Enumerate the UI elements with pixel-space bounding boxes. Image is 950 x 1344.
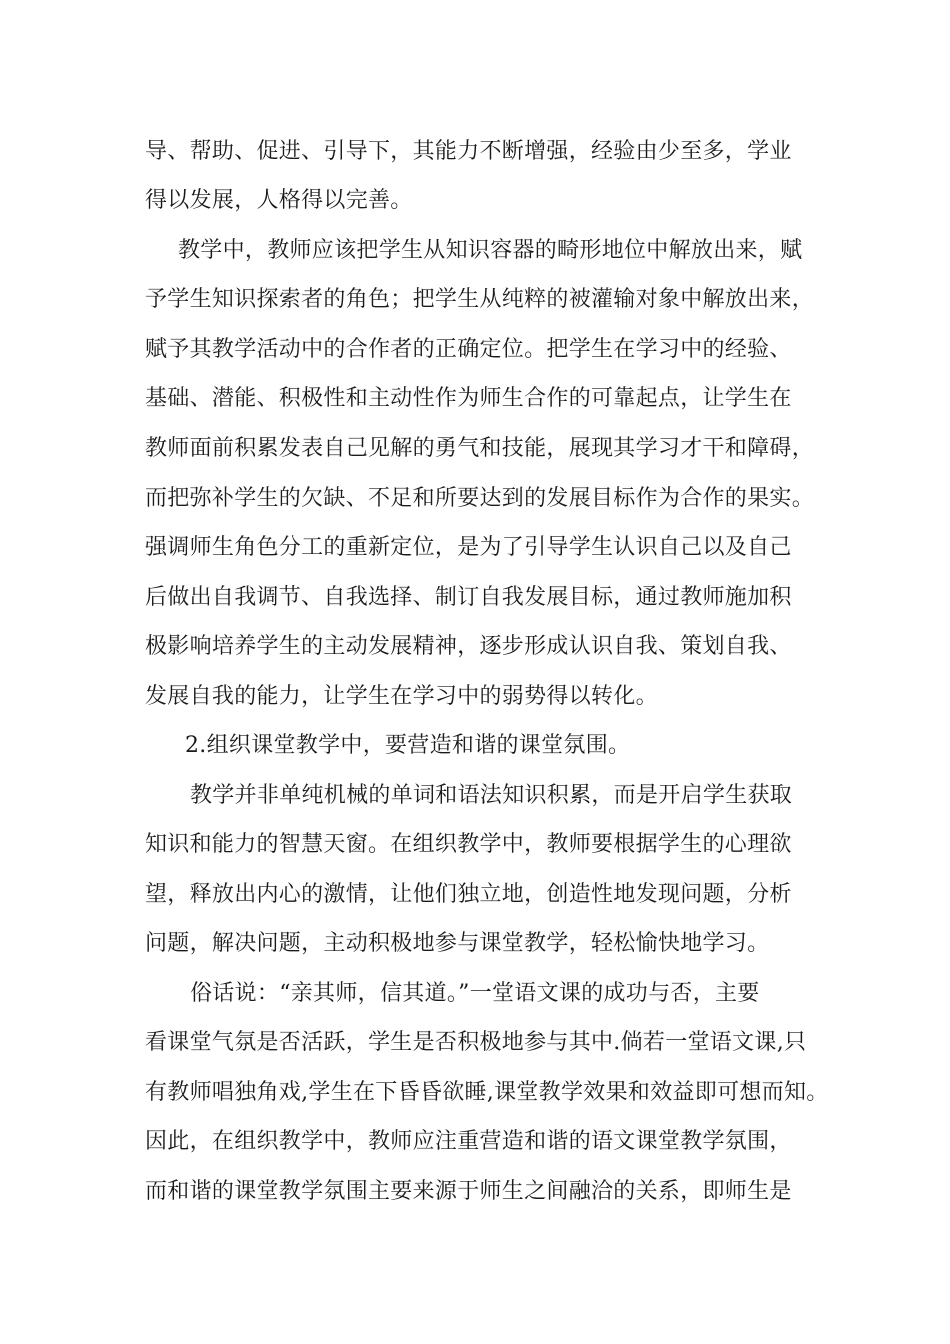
text-line: 得以发展，人格得以完善。 — [145, 188, 413, 213]
text-line: 知识和能力的智慧天窗。在组织教学中，教师要根据学生的心理欲 — [145, 832, 792, 857]
text-line: 赋予其教学活动中的合作者的正确定位。把学生在学习中的经验、 — [145, 337, 792, 362]
text-line: 看课堂气氛是否活跃，学生是否积极地参与其中.倘若一堂语文课,只 — [145, 1030, 807, 1055]
paragraph-start-line: 俗话说：“亲其师，信其道。”一堂语文课的成功与否，主要 — [190, 981, 760, 1006]
paragraph-start-line: 教学并非单纯机械的单词和语法知识积累，而是开启学生获取 — [190, 783, 793, 808]
text-line: 望，释放出内心的激情，让他们独立地，创造性地发现问题，分析 — [145, 882, 792, 907]
text-line: 强调师生角色分工的重新定位，是为了引导学生认识自己以及自己 — [145, 535, 792, 560]
text-line: 后做出自我调节、自我选择、制订自我发展目标，通过教师施加积 — [145, 585, 792, 610]
text-line: 有教师唱独角戏,学生在下昏昏欲睡,课堂教学效果和效益即可想而知。 — [145, 1080, 829, 1105]
text-line: 教师面前积累发表自己见解的勇气和技能，展现其学习才干和障碍， — [145, 436, 815, 461]
text-line: 问题，解决问题，主动积极地参与课堂教学，轻松愉快地学习。 — [145, 931, 770, 956]
text-line: 予学生知识探索者的角色；把学生从纯粹的被灌输对象中解放出来， — [145, 287, 815, 312]
text-line: 基础、潜能、积极性和主动性作为师生合作的可靠起点，让学生在 — [145, 386, 792, 411]
section-heading: 2.组织课堂教学中，要营造和谐的课堂氛围。 — [185, 733, 631, 758]
text-line: 而把弥补学生的欠缺、不足和所要达到的发展目标作为合作的果实。 — [145, 486, 815, 511]
text-line: 极影响培养学生的主动发展精神，逐步形成认识自我、策划自我、 — [145, 634, 792, 659]
text-line: 发展自我的能力，让学生在学习中的弱势得以转化。 — [145, 684, 658, 709]
text-line: 因此，在组织教学中，教师应注重营造和谐的语文课堂教学氛围， — [145, 1129, 792, 1154]
text-line: 而和谐的课堂教学氛围主要来源于师生之间融洽的关系，即师生是 — [145, 1179, 792, 1204]
paragraph-start-line: 教学中，教师应该把学生从知识容器的畸形地位中解放出来，赋 — [178, 238, 803, 263]
text-line: 导、帮助、促进、引导下，其能力不断增强，经验由少至多，学业 — [145, 139, 792, 164]
